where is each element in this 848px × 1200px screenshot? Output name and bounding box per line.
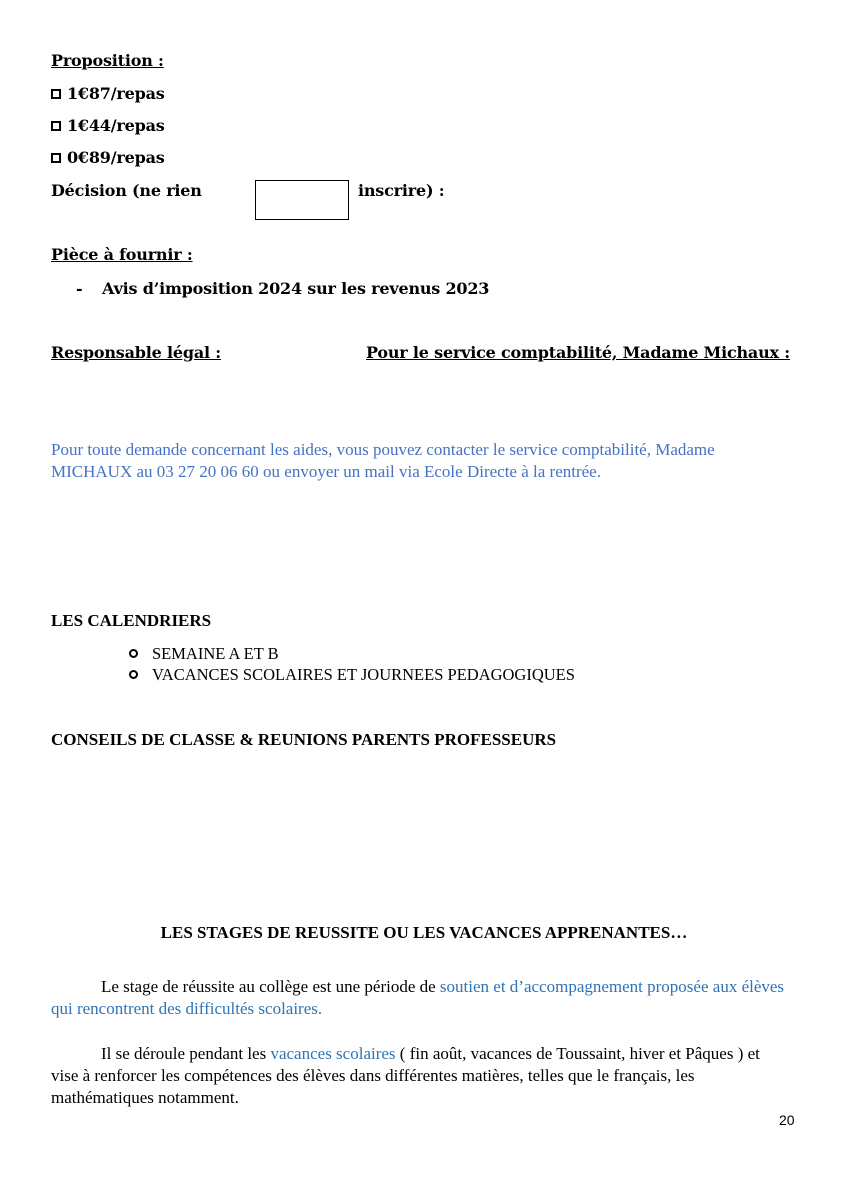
checkbox-icon[interactable] — [51, 153, 61, 163]
calendriers-item — [129, 644, 279, 664]
option-2[interactable] — [51, 116, 165, 135]
proposition-heading: Proposition : — [51, 51, 164, 70]
pieces-heading: Pièce à fournir : — [51, 245, 193, 264]
calendriers-item-label: SEMAINE A ET B — [152, 644, 279, 663]
signature-right-label: Pour le service comptabilité, Madame Michaux : — [366, 343, 790, 362]
stages-paragraph-1 — [51, 976, 791, 1020]
stages-paragraph-2 — [51, 1043, 791, 1109]
circle-bullet-icon — [129, 670, 138, 679]
calendriers-heading: LES CALENDRIERS — [51, 611, 212, 630]
signature-left-label: Responsable légal : — [51, 343, 221, 362]
option-label: 1€44/repas — [67, 116, 165, 135]
decision-input-box[interactable] — [255, 180, 349, 220]
option-label: 0€89/repas — [67, 148, 165, 167]
option-1[interactable] — [51, 84, 165, 103]
stages-p2-text-2: ( fin août, vacances de Toussaint, hiver et Pâques ) et vise à renforcer les compétences des élèves dans différentes matières, telles que le français, les mathématiques notamment. — [51, 1044, 760, 1107]
stages-p2-highlight: vacances scolaires — [270, 1044, 396, 1063]
contact-line-1: Pour toute demande concernant les aides, vous pouvez contacter le service comptabilité, Madame — [51, 440, 715, 459]
stages-heading: LES STAGES DE REUSSITE OU LES VACANCES APPRENANTES… — [160, 923, 688, 942]
conseils-heading: CONSEILS DE CLASSE & REUNIONS PARENTS PROFESSEURS — [51, 730, 557, 749]
calendriers-item-label: VACANCES SCOLAIRES ET JOURNEES PEDAGOGIQUES — [152, 665, 575, 684]
stages-p1-text: Le stage de réussite au collège est une période de — [101, 977, 440, 996]
checkbox-icon[interactable] — [51, 121, 61, 131]
pieces-dash: - — [76, 279, 83, 298]
circle-bullet-icon — [129, 649, 138, 658]
stages-p2-text-1: Il se déroule pendant les — [101, 1044, 271, 1063]
checkbox-icon[interactable] — [51, 89, 61, 99]
contact-line-2: MICHAUX au 03 27 20 06 60 ou envoyer un mail via Ecole Directe à la rentrée. — [51, 462, 601, 481]
decision-label-right: inscrire) : — [358, 181, 445, 200]
decision-label-left: Décision (ne rien — [51, 181, 202, 200]
calendriers-item — [129, 665, 575, 685]
stages-p1-highlight: soutien et d’accompagnement proposée aux élèves qui rencontrent des difficultés scolaires. — [51, 977, 785, 1018]
page-number: 20 — [779, 1112, 795, 1128]
pieces-item: Avis d’imposition 2024 sur les revenus 2023 — [102, 279, 490, 298]
option-label: 1€87/repas — [67, 84, 165, 103]
option-3[interactable] — [51, 148, 165, 167]
